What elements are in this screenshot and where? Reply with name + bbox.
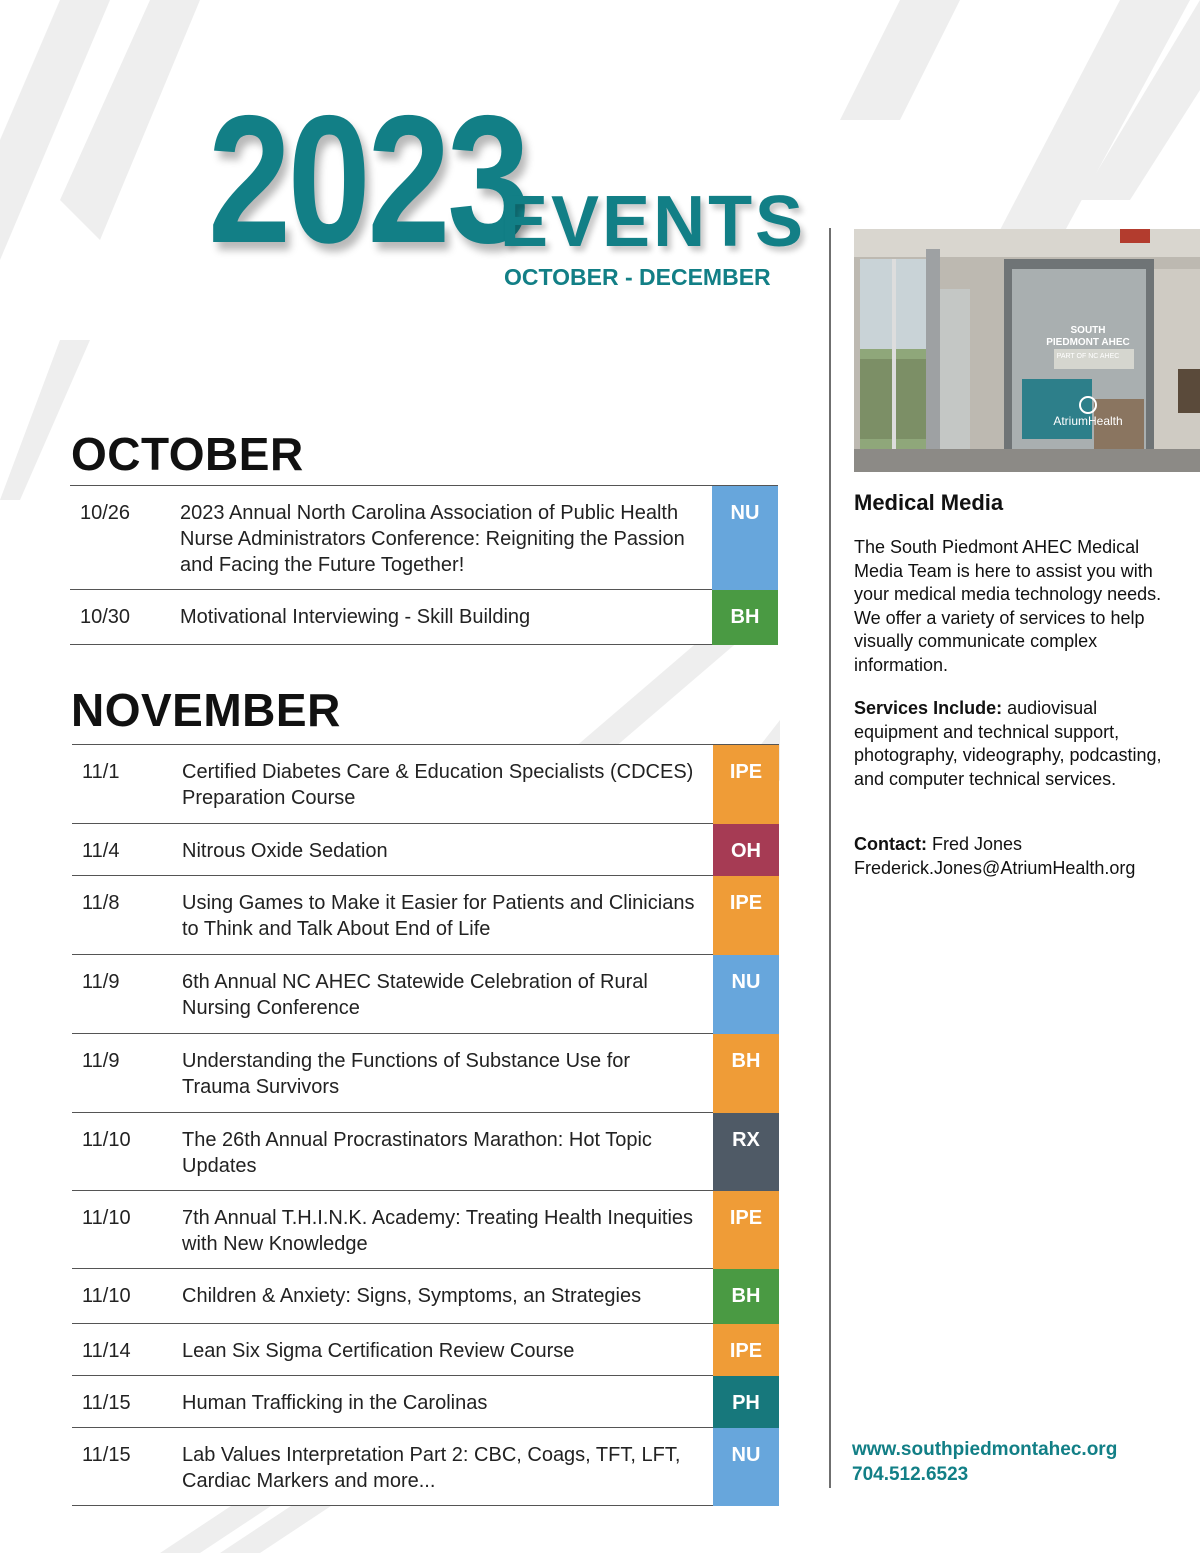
event-row[interactable] bbox=[72, 1324, 779, 1376]
event-title: Human Trafficking in the Carolinas bbox=[182, 1392, 488, 1414]
sign-line-1: SOUTH bbox=[1070, 325, 1106, 336]
event-date: 10/26 bbox=[80, 502, 131, 524]
event-row[interactable] bbox=[72, 1376, 779, 1428]
event-date: 11/8 bbox=[82, 892, 120, 914]
contact-name: Fred Jones bbox=[927, 834, 1023, 854]
event-row[interactable] bbox=[72, 1428, 779, 1506]
event-title: Certified Diabetes Care & Education Specialists (CDCES) Preparation Course bbox=[182, 761, 694, 809]
sidebar-heading: Medical Media bbox=[854, 490, 1004, 515]
event-date: 11/10 bbox=[82, 1285, 131, 1307]
event-date: 11/10 bbox=[82, 1129, 131, 1151]
month-heading-october: OCTOBER bbox=[71, 428, 304, 480]
category-badge: RX bbox=[713, 1113, 779, 1191]
event-title: 2023 Annual North Carolina Association of Public Health Nurse Administrators Conference: Reigniting the Passion and Facing the Future Together! bbox=[180, 502, 685, 576]
website-link[interactable]: www.southpiedmontahec.org bbox=[852, 1439, 1118, 1460]
event-title: 7th Annual T.H.I.N.K. Academy: Treating Health Inequities with New Knowledge bbox=[182, 1207, 694, 1255]
event-title: Lean Six Sigma Certification Review Course bbox=[182, 1340, 575, 1362]
category-badge: IPE bbox=[713, 1324, 779, 1376]
phone-number: 704.512.6523 bbox=[852, 1464, 969, 1485]
category-badge: NU bbox=[713, 955, 779, 1034]
event-row[interactable] bbox=[72, 745, 779, 824]
events-heading: EVENTS bbox=[500, 182, 807, 262]
event-title: Children & Anxiety: Signs, Symptoms, an Strategies bbox=[182, 1285, 642, 1307]
event-title: Nitrous Oxide Sedation bbox=[182, 840, 388, 862]
date-range-subtitle: OCTOBER - DECEMBER bbox=[504, 264, 771, 290]
category-badge: NU bbox=[712, 486, 778, 590]
event-title: 6th Annual NC AHEC Statewide Celebration of Rural Nursing Conference bbox=[182, 971, 648, 1019]
column-divider bbox=[829, 228, 831, 1488]
contact-label: Contact: bbox=[854, 834, 927, 854]
year-heading: 2023 bbox=[208, 77, 527, 281]
event-row[interactable] bbox=[72, 876, 779, 955]
services-label: Services Include: bbox=[854, 698, 1003, 718]
sign-line-2: PIEDMONT AHEC bbox=[1046, 337, 1130, 348]
contact-email[interactable]: Frederick.Jones@AtriumHealth.org bbox=[854, 857, 1136, 878]
event-title: Motivational Interviewing - Skill Building bbox=[180, 606, 531, 628]
november-events-table bbox=[72, 744, 779, 1506]
event-title: Understanding the Functions of Substance Use for Trauma Survivors bbox=[182, 1050, 631, 1098]
event-row[interactable] bbox=[70, 590, 778, 645]
sidebar-intro: The South Piedmont AHEC Medical Media Team is here to assist you with your medical media technology needs. We offer a variety of services to help visually communicate complex information. bbox=[854, 537, 1162, 675]
sidebar-contact bbox=[854, 833, 1184, 880]
category-badge: OH bbox=[713, 824, 779, 876]
category-badge: BH bbox=[713, 1269, 779, 1324]
sidebar-services bbox=[854, 697, 1184, 791]
event-date: 11/15 bbox=[82, 1392, 131, 1414]
category-badge: PH bbox=[713, 1376, 779, 1428]
event-row[interactable] bbox=[72, 1113, 779, 1191]
month-heading-november: NOVEMBER bbox=[71, 684, 341, 736]
event-row[interactable] bbox=[70, 486, 778, 590]
services-text: audiovisual equipment and technical support, photography, videography, podcasting, and computer technical services. bbox=[854, 698, 1162, 789]
event-date: 11/1 bbox=[82, 761, 120, 783]
event-title: Using Games to Make it Easier for Patients and Clinicians to Think and Talk About End of Life bbox=[182, 892, 695, 940]
event-row[interactable] bbox=[72, 1034, 779, 1113]
office-photo bbox=[854, 229, 1200, 472]
category-badge: IPE bbox=[713, 745, 779, 824]
event-row[interactable] bbox=[72, 824, 779, 876]
event-row[interactable] bbox=[72, 955, 779, 1034]
category-badge: BH bbox=[713, 1034, 779, 1113]
sign-line-3: PART OF NC AHEC bbox=[1056, 353, 1120, 360]
event-row[interactable] bbox=[72, 1269, 779, 1324]
event-title: Lab Values Interpretation Part 2: CBC, Coags, TFT, LFT, Cardiac Markers and more... bbox=[182, 1444, 681, 1492]
event-date: 11/9 bbox=[82, 971, 120, 993]
category-badge: IPE bbox=[713, 1191, 779, 1269]
event-title: The 26th Annual Procrastinators Marathon: Hot Topic Updates bbox=[182, 1129, 652, 1177]
category-badge: IPE bbox=[713, 876, 779, 955]
sign-brand: AtriumHealth bbox=[1053, 414, 1123, 428]
event-date: 11/9 bbox=[82, 1050, 120, 1072]
event-date: 11/4 bbox=[82, 840, 120, 862]
event-date: 10/30 bbox=[80, 606, 131, 628]
event-date: 11/10 bbox=[82, 1207, 131, 1229]
category-badge: BH bbox=[712, 590, 778, 645]
event-row[interactable] bbox=[72, 1191, 779, 1269]
event-date: 11/15 bbox=[82, 1444, 131, 1466]
october-events-table bbox=[70, 485, 778, 645]
event-date: 11/14 bbox=[82, 1340, 131, 1362]
category-badge: NU bbox=[713, 1428, 779, 1506]
